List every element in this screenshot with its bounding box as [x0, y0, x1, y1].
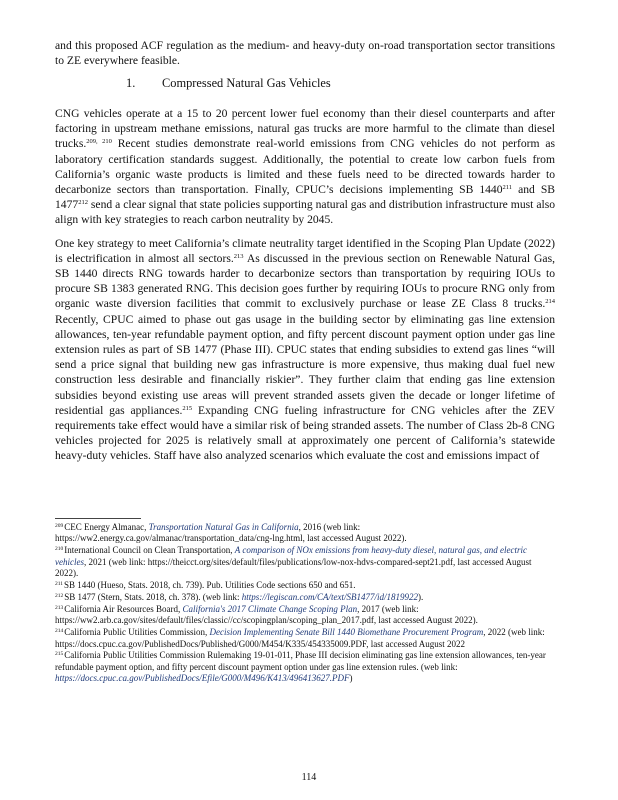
footnote-link[interactable]: https://docs.cpuc.ca.gov/PublishedDocs/Efile/G000/M496/K413/496413627.PDF [55, 673, 350, 684]
footnote-213 [55, 604, 555, 627]
text-run: CNG vehicles operate at a 15 to 20 percent lower fuel economy than their diesel counterparts and after factoring in upstream methane emissions, natural gas trucks are more harmful to the climate than diesel trucks. [55, 107, 555, 151]
footnote-number: 210 [55, 546, 64, 553]
footnote-214 [55, 627, 555, 650]
footnote-divider [55, 518, 141, 519]
footnote-number: 215 [55, 651, 64, 658]
section-heading [126, 76, 331, 91]
footnote-number: 214 [55, 628, 64, 635]
paragraph-strategy [55, 236, 555, 464]
text-run: Expanding CNG fueling infrastructure for CNG vehicles after the ZEV requirements take effect would have a similar risk of being stranded assets. The number of Class 2b-8 CNG vehicles projected for 2025 is relatively small at approximately one percent of California’s statewide heavy-duty vehicles. Staff have also analyzed scenarios which evaluate the cost and emissions impact of [55, 403, 555, 463]
footnote-title: California's 2017 Climate Change Scoping Plan [182, 603, 358, 614]
text-run: and SB 1477 [55, 183, 556, 212]
footnote-text: SB 1440 (Hueso, Stats. 2018, ch. 739). Pub. Utilities Code sections 650 and 651. [64, 580, 356, 591]
text-run: As discussed in the previous section on Renewable Natural Gas, SB 1440 directs RNG towards harder to decarbonize sectors than transportation by requiring IOUs to procure SB 1383 generated RNG. This decision goes further by requiring IOUs to procure RNG only from organic waste diversion facilities that commit to exclusively purchase or lease ZE Class 8 trucks. [55, 251, 555, 311]
footnote-text: ) [349, 673, 353, 684]
footnote-text: California Public Utilities Commission, [64, 627, 210, 638]
footnote-ref: 212 [78, 199, 88, 207]
footnote-text: , 2022 (web link: https://docs.cpuc.ca.gov/PublishedDocs/Published/G000/M454/K335/454335009.PDF, last accessed August 2022 [55, 627, 545, 649]
footnote-title: A comparison of NOx emissions from heavy-duty diesel, natural gas, and electric vehicles [55, 545, 527, 567]
footnote-215 [55, 650, 555, 684]
footnote-ref: 209, 210 [86, 138, 112, 146]
footnote-text: , 2017 (web link: https://ww2.arb.ca.gov/sites/default/files/classic//cc/scopingplan/scoping_plan_2017.pdf, last accessed August 2022). [55, 603, 478, 626]
footnote-title: Decision Implementing Senate Bill 1440 Biomethane Procurement Program [209, 627, 484, 638]
section-title: Compressed Natural Gas Vehicles [162, 76, 331, 90]
text-run: One key strategy to meet California’s climate neutrality target identified in the Scoping Plan Update (2022) is electrification in almost all sectors. [55, 236, 555, 265]
footnote-text: , 2021 (web link: https://theicct.org/sites/default/files/publications/low-nox-hdvs-compared-sept21.pdf, last accessed August 2022). [55, 556, 532, 579]
footnote-210 [55, 545, 555, 579]
footnote-ref: 211 [502, 184, 513, 192]
footnote-text: California Public Utilities Commission Rulemaking 19-01-011, Phase III decision eliminating gas line extension allowances, ten-year refundable payment option, and fifty percent discount payment option under gas line extension rules. (web link: [55, 650, 546, 672]
footnote-ref: 215 [182, 404, 193, 412]
footnote-209 [55, 522, 555, 545]
footnote-212 [55, 592, 555, 603]
footnote-number: 209 [55, 523, 64, 529]
footnote-number: 212 [55, 592, 64, 599]
footnote-title: Transportation Natural Gas in California [148, 522, 299, 532]
section-number: 1. [126, 76, 136, 90]
footnote-text: California Air Resources Board, [64, 603, 183, 614]
footnote-211 [55, 580, 555, 591]
footnote-text: International Council on Clean Transportation, [64, 545, 235, 556]
main-body [55, 106, 555, 472]
text-run: Recent studies demonstrate real-world emissions from CNG vehicles do not perform as laboratory certification standards suggest. Additionally, the potential to create low carbon fuels from California’s organic waste products is limited and these fuels need to be directed towards harder to decarbonize sectors than transportation. Finally, CPUC’s decisions implementing SB 1440 [55, 137, 555, 197]
footnotes [55, 522, 555, 685]
text-run: send a clear signal that state policies supporting natural gas and distribution infrastructure must also align with key strategies to reach carbon neutrality by 2045. [55, 198, 555, 227]
footnote-link[interactable]: https://legiscan.com/CA/text/SB1477/id/1819922 [241, 591, 418, 602]
footnote-number: 213 [55, 604, 64, 611]
intro-paragraph [55, 38, 555, 76]
footnote-text: ). [417, 591, 424, 602]
footnote-text: CEC Energy Almanac, [64, 522, 149, 532]
page-number: 114 [301, 772, 317, 783]
footnote-text: , 2016 (web link: https://ww2.energy.ca.gov/almanac/transportation_data/cng-lng.html, last accessed August 2022). [55, 522, 407, 544]
footnote-ref: 213 [233, 252, 244, 260]
footnote-text: SB 1477 (Stern, Stats. 2018, ch. 378). (web link: [64, 591, 242, 602]
text-run: Recently, CPUC aimed to phase out gas usage in the building sector by eliminating gas line extension allowances, ten-year refundable payment option, and fifty percent discount payment option under gas line extension rules as part of SB 1477 (Phase III). CPUC states that ending subsidies to extend gas lines “will send a price signal that building new gas infrastructure is more expensive, thus making dual fuel new construction less desirable and financially riskier”. They further claim that ending gas line extension subsidies beyond existing use areas will prevent stranded assets given the decade or longer lifetime of residential gas appliances. [55, 312, 555, 417]
intro-text: and this proposed ACF regulation as the medium- and heavy-duty on-road transportation sector transitions to ZE everywhere feasible. [55, 39, 555, 68]
paragraph-cng-economy [55, 106, 555, 228]
footnote-number: 211 [55, 581, 64, 588]
footnote-ref: 214 [545, 298, 555, 306]
